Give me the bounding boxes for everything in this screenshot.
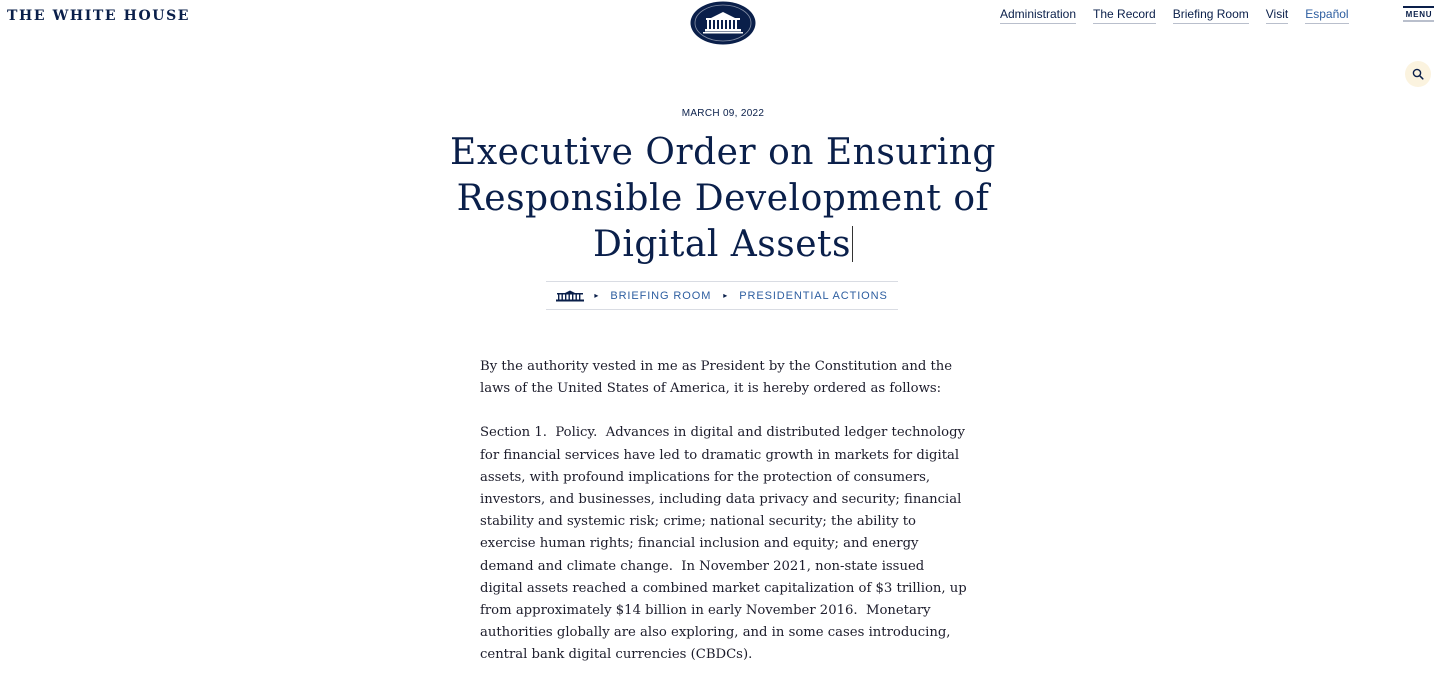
site-title-link[interactable]: THE WHITE HOUSE [7, 8, 191, 24]
text-cursor [852, 226, 853, 262]
menu-bar-bottom [1403, 20, 1434, 22]
breadcrumb [546, 281, 898, 310]
page-title-text: Executive Order on Ensuring Responsible Development of Digital Assets [450, 132, 996, 265]
white-house-home-icon [556, 290, 584, 302]
caret-right-icon: ▸ [723, 291, 728, 300]
search-button[interactable] [1405, 61, 1431, 87]
primary-nav [1000, 7, 1366, 24]
nav-visit[interactable]: Visit [1266, 7, 1288, 24]
nav-briefing-room[interactable]: Briefing Room [1173, 7, 1249, 24]
breadcrumb-briefing-room[interactable]: BRIEFING ROOM [610, 289, 712, 302]
menu-bar-top [1403, 6, 1434, 8]
nav-espanol[interactable]: Español [1305, 7, 1348, 24]
page-title [440, 130, 1006, 268]
nav-the-record[interactable]: The Record [1093, 7, 1156, 24]
paragraph-section-1: Section 1. Policy. Advances in digital and distributed ledger technology for financial services have led to dramatic growth in markets for digital assets, with profound implications for the protection of consumers, investors, and businesses, including data privacy and security; financial stability and systemic risk; crime; national security; the ability to exercise human rights; financial inclusion and equity; and energy demand and climate change. In November 2021, non-state issued digital assets reached a combined market capitalization of $3 trillion, up from approximately $14 billion in early November 2016. Monetary authorities globally are also exploring, and in some cases introducing, central bank digital currencies (CBDCs). [480, 425, 971, 663]
caret-right-icon: ▸ [594, 291, 599, 300]
menu-button[interactable] [1403, 6, 1435, 22]
breadcrumb-presidential-actions[interactable]: PRESIDENTIAL ACTIONS [739, 289, 888, 302]
article-date: MARCH 09, 2022 [681, 108, 765, 119]
breadcrumb-home[interactable] [556, 290, 584, 302]
white-house-seal-icon[interactable] [690, 1, 756, 45]
article-body [480, 356, 970, 689]
search-icon [1412, 68, 1424, 80]
paragraph-preamble: By the authority vested in me as President by the Constitution and the laws of the United States of America, it is hereby ordered as follows: [480, 359, 957, 397]
menu-label: MENU [1405, 10, 1433, 19]
nav-administration[interactable]: Administration [1000, 7, 1076, 24]
